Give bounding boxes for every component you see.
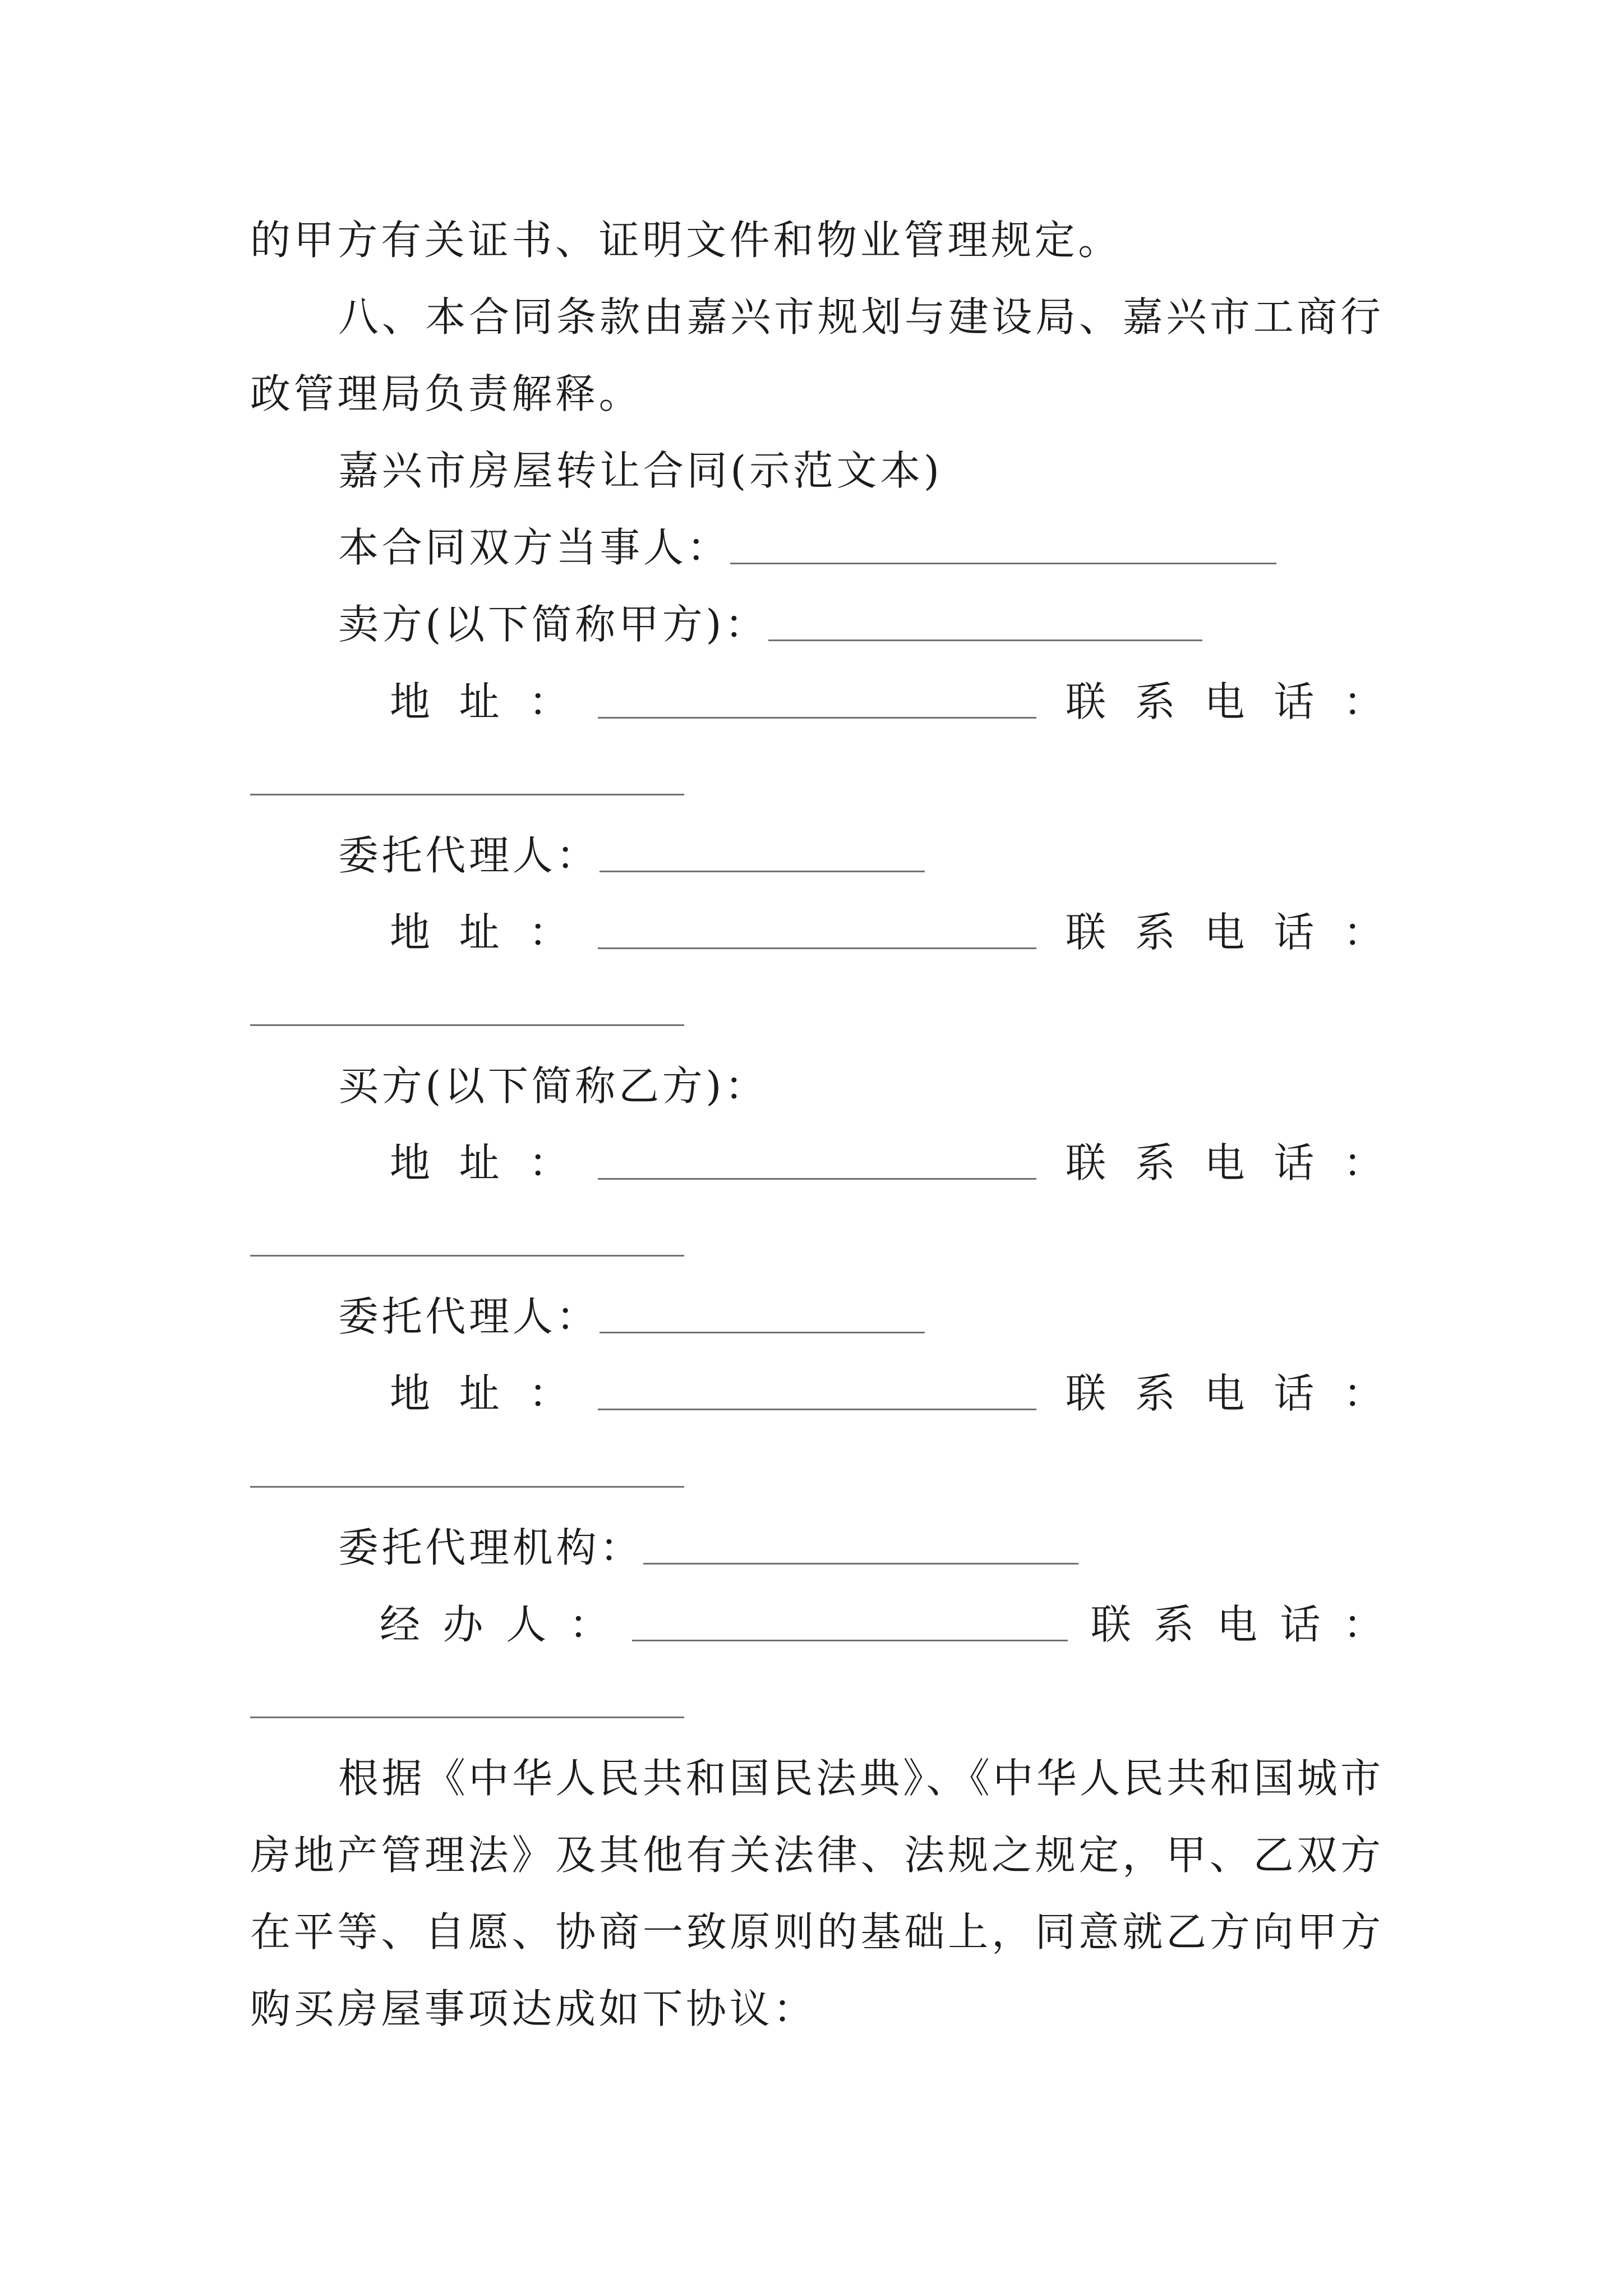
document-body — [250, 202, 1384, 2047]
label-char: 地 — [390, 1139, 431, 1187]
preamble-line-1: 根据《中华人民共和国民法典》、《中华人民共和国城市 — [338, 1754, 1384, 1802]
seller-agent-phone-blank-line — [250, 1024, 684, 1026]
agency-blank-line — [643, 1563, 1078, 1565]
label-char: ： — [528, 908, 569, 956]
seller-label: 卖方(以下简称甲方)： — [338, 601, 768, 648]
label-char: 话 — [1274, 1139, 1315, 1187]
label-char: ： — [1343, 1370, 1384, 1418]
parties-label: 本合同双方当事人： — [338, 524, 731, 572]
previous-clause-tail: 的甲方有关证书、证明文件和物业管理规定。 — [250, 217, 1122, 264]
label-char: 址 — [459, 1139, 500, 1187]
label-char: 话 — [1280, 1600, 1321, 1648]
label-char: 电 — [1204, 678, 1245, 725]
label-char: 联 — [1090, 1600, 1131, 1648]
label-char: 人 — [506, 1600, 547, 1648]
seller-blank-line — [768, 639, 1202, 641]
label-char: 系 — [1154, 1600, 1195, 1648]
buyer-phone-blank-line — [250, 1255, 684, 1257]
preamble-line-4: 购买房屋事项达成如下协议： — [250, 1985, 817, 2033]
agency-row — [250, 1510, 1384, 1586]
seller-agent-phone-row — [250, 971, 1384, 1048]
label-char: 系 — [1135, 1139, 1175, 1187]
contract-title: 嘉兴市房屋转让合同(示范文本) — [338, 447, 943, 495]
seller-phone-row — [250, 740, 1384, 817]
agency-label: 委托代理机构： — [338, 1524, 643, 1571]
buyer-address-row — [390, 1125, 1384, 1202]
buyer-agent-phone-row — [250, 1433, 1384, 1510]
buyer-phone-row — [250, 1202, 1384, 1278]
label-char: 系 — [1135, 908, 1175, 956]
label-char: 话 — [1274, 678, 1315, 725]
label-char: ： — [1343, 1139, 1384, 1187]
buyer-label: 买方(以下简称乙方)： — [338, 1062, 768, 1110]
seller-address-row — [390, 664, 1384, 740]
preamble-line-2: 房地产管理法》及其他有关法律、法规之规定，甲、乙双方 — [250, 1831, 1384, 1879]
label-char: 电 — [1204, 1370, 1245, 1418]
label-char: 话 — [1274, 908, 1315, 956]
label-char: ： — [528, 678, 569, 725]
clause-8-line-1: 八、本合同条款由嘉兴市规划与建设局、嘉兴市工商行 — [338, 293, 1384, 341]
label-char: 联 — [1065, 1139, 1106, 1187]
label-char: 址 — [459, 1370, 500, 1418]
seller-address-blank-line — [598, 717, 1036, 719]
label-char: 办 — [442, 1600, 483, 1648]
parties-row — [250, 509, 1384, 586]
agency-handler-blank-line — [632, 1640, 1068, 1641]
parties-blank-line — [730, 563, 1276, 564]
clause-8-line-2: 政管理局负责解释。 — [250, 370, 643, 418]
buyer-agent-address-row — [390, 1355, 1384, 1432]
label-char: 地 — [390, 908, 431, 956]
label-char: ： — [1343, 908, 1384, 956]
label-char: ： — [1343, 1600, 1384, 1648]
buyer-agent-phone-blank-line — [250, 1486, 684, 1488]
seller-agent-row — [250, 817, 1384, 894]
buyer-agent-address-blank-line — [598, 1409, 1036, 1410]
agency-phone-blank-line — [250, 1717, 684, 1718]
label-char: 电 — [1204, 908, 1245, 956]
label-char: 地 — [390, 678, 431, 725]
label-char: 系 — [1135, 1370, 1175, 1418]
label-char: 址 — [459, 678, 500, 725]
seller-phone-blank-line — [250, 794, 684, 795]
agency-handler-row — [380, 1586, 1384, 1663]
label-char: 话 — [1274, 1370, 1315, 1418]
preamble-line-3: 在平等、自愿、协商一致原则的基础上，同意就乙方向甲方 — [250, 1908, 1384, 1956]
seller-row — [250, 586, 1384, 663]
label-char: 经 — [380, 1600, 421, 1648]
agency-phone-row — [250, 1663, 1384, 1740]
buyer-address-blank-line — [598, 1178, 1036, 1180]
buyer-agent-row — [250, 1278, 1384, 1355]
label-char: 电 — [1204, 1139, 1245, 1187]
label-char: 联 — [1065, 1370, 1106, 1418]
label-char: 联 — [1065, 678, 1106, 725]
label-char: 系 — [1135, 678, 1175, 725]
label-char: 地 — [390, 1370, 431, 1418]
seller-agent-address-row — [390, 894, 1384, 971]
seller-agent-label: 委托代理人： — [338, 831, 600, 879]
buyer-agent-label: 委托代理人： — [338, 1293, 600, 1341]
label-char: 址 — [459, 908, 500, 956]
seller-agent-address-blank-line — [598, 947, 1036, 949]
label-char: ： — [1343, 678, 1384, 725]
label-char: 联 — [1065, 908, 1106, 956]
label-char: 电 — [1216, 1600, 1257, 1648]
label-char: ： — [528, 1370, 569, 1418]
buyer-agent-blank-line — [600, 1332, 925, 1333]
seller-agent-blank-line — [600, 871, 925, 872]
label-char: ： — [528, 1139, 569, 1187]
label-char: ： — [569, 1600, 610, 1648]
